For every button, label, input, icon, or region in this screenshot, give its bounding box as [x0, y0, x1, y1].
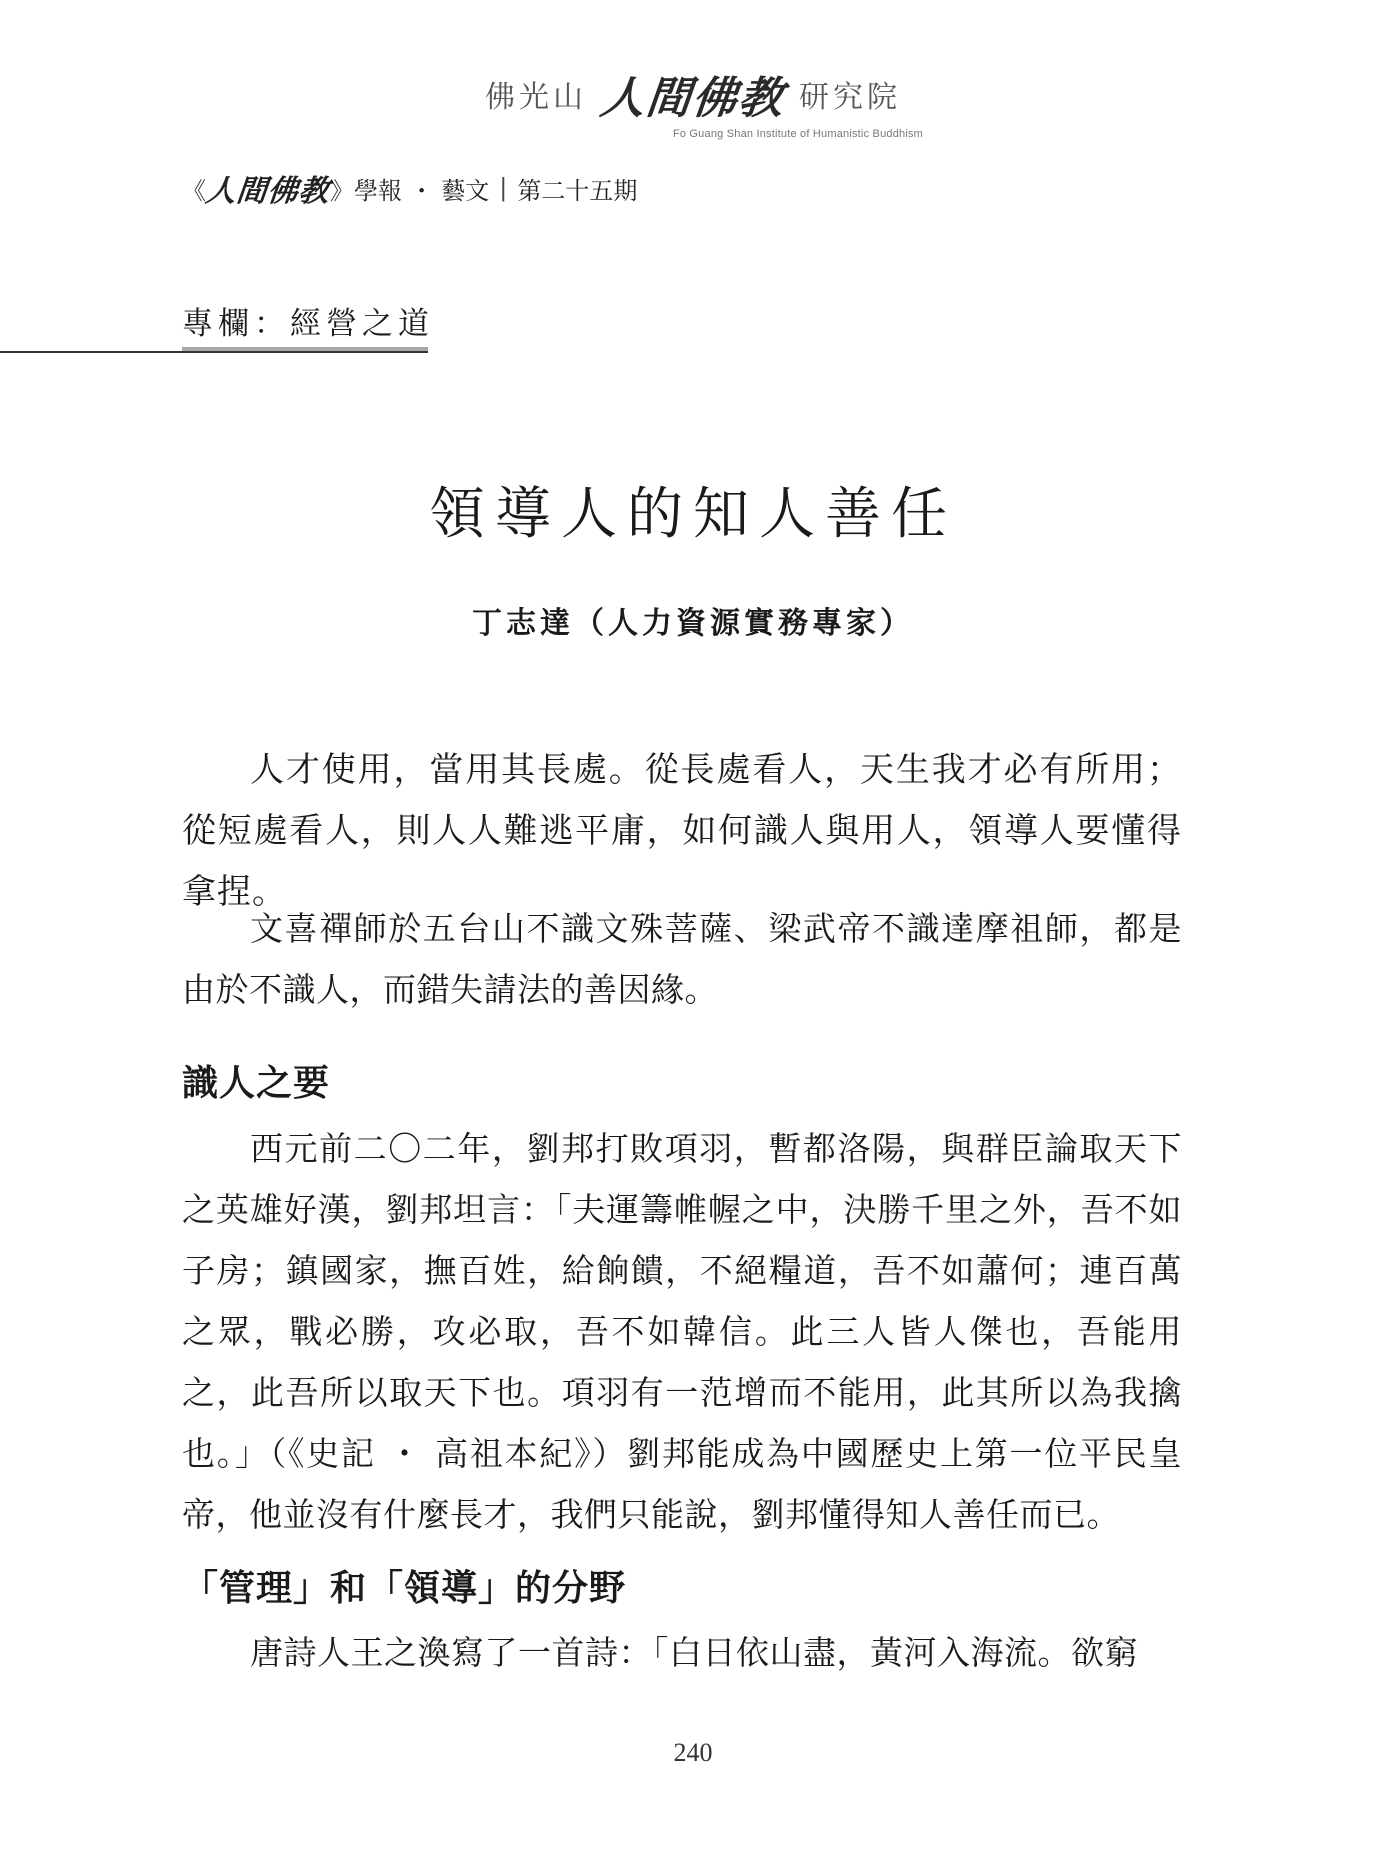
page-number: 240: [673, 1738, 713, 1767]
masthead-line: [485, 62, 901, 126]
masthead-right-text: 研究院: [799, 80, 901, 115]
section-heading-knowing-people: 識人之要: [182, 1063, 331, 1104]
journal-header: [182, 166, 637, 210]
column-divider: [0, 351, 428, 353]
article-author: 丁志達（人力資源實務專家）: [472, 606, 914, 641]
paragraph-example: 文喜禪師於五台山不識文殊菩薩、梁武帝不識達摩祖師，都是由於不識人，而錯失請法的善因緣。: [182, 909, 1182, 1009]
masthead-subtitle: Fo Guang Shan Institute of Humanistic Buddhism: [672, 128, 924, 140]
column-label: 專欄：經營之道: [182, 306, 434, 342]
paragraph-intro: 人才使用，當用其長處。從長處看人，天生我才必有所用；從短處看人，則人人難逃平庸，如何識人與用人，領導人要懂得拿捏。: [182, 750, 1182, 912]
paragraph-poem: 唐詩人王之渙寫了一首詩：「白日依山盡，黃河入海流。欲窮: [250, 1633, 1138, 1672]
journal-issue: 第二十五期: [517, 176, 638, 205]
masthead: [0, 62, 1386, 140]
journal-name: 》學報 ・ 藝文: [330, 176, 490, 205]
masthead-left-text: 佛光山: [485, 80, 587, 115]
section-heading-management-leadership: 「管理」和「領導」的分野: [182, 1568, 627, 1609]
paragraph-liu-bang: 西元前二〇二年，劉邦打敗項羽，暫都洛陽，與群臣論取天下之英雄好漢，劉邦坦言：「夫運籌帷幄之中，決勝千里之外，吾不如子房；鎮國家，撫百姓，給餉饋，不絕糧道，吾不如蕭何；連百萬之眾，戰必勝，攻必取，吾不如韓信。此三人皆人傑也，吾能用之，此吾所以取天下也。項羽有一范增而不能用，此其所以為我擒也。」（《史記 ・ 高祖本紀》）劉邦能成為中國歷史上第一位平民皇帝，他並沒有什麼長才，我們只能說，劉邦懂得知人善任而已。: [182, 1129, 1182, 1534]
journal-open-bracket: 《: [182, 176, 206, 205]
journal-separator: |: [499, 174, 508, 202]
masthead-brand-logo: 人間佛教: [597, 73, 788, 124]
journal-brand-logo: 人間佛教: [203, 174, 332, 209]
article-title: 領導人的知人善任: [429, 482, 957, 547]
